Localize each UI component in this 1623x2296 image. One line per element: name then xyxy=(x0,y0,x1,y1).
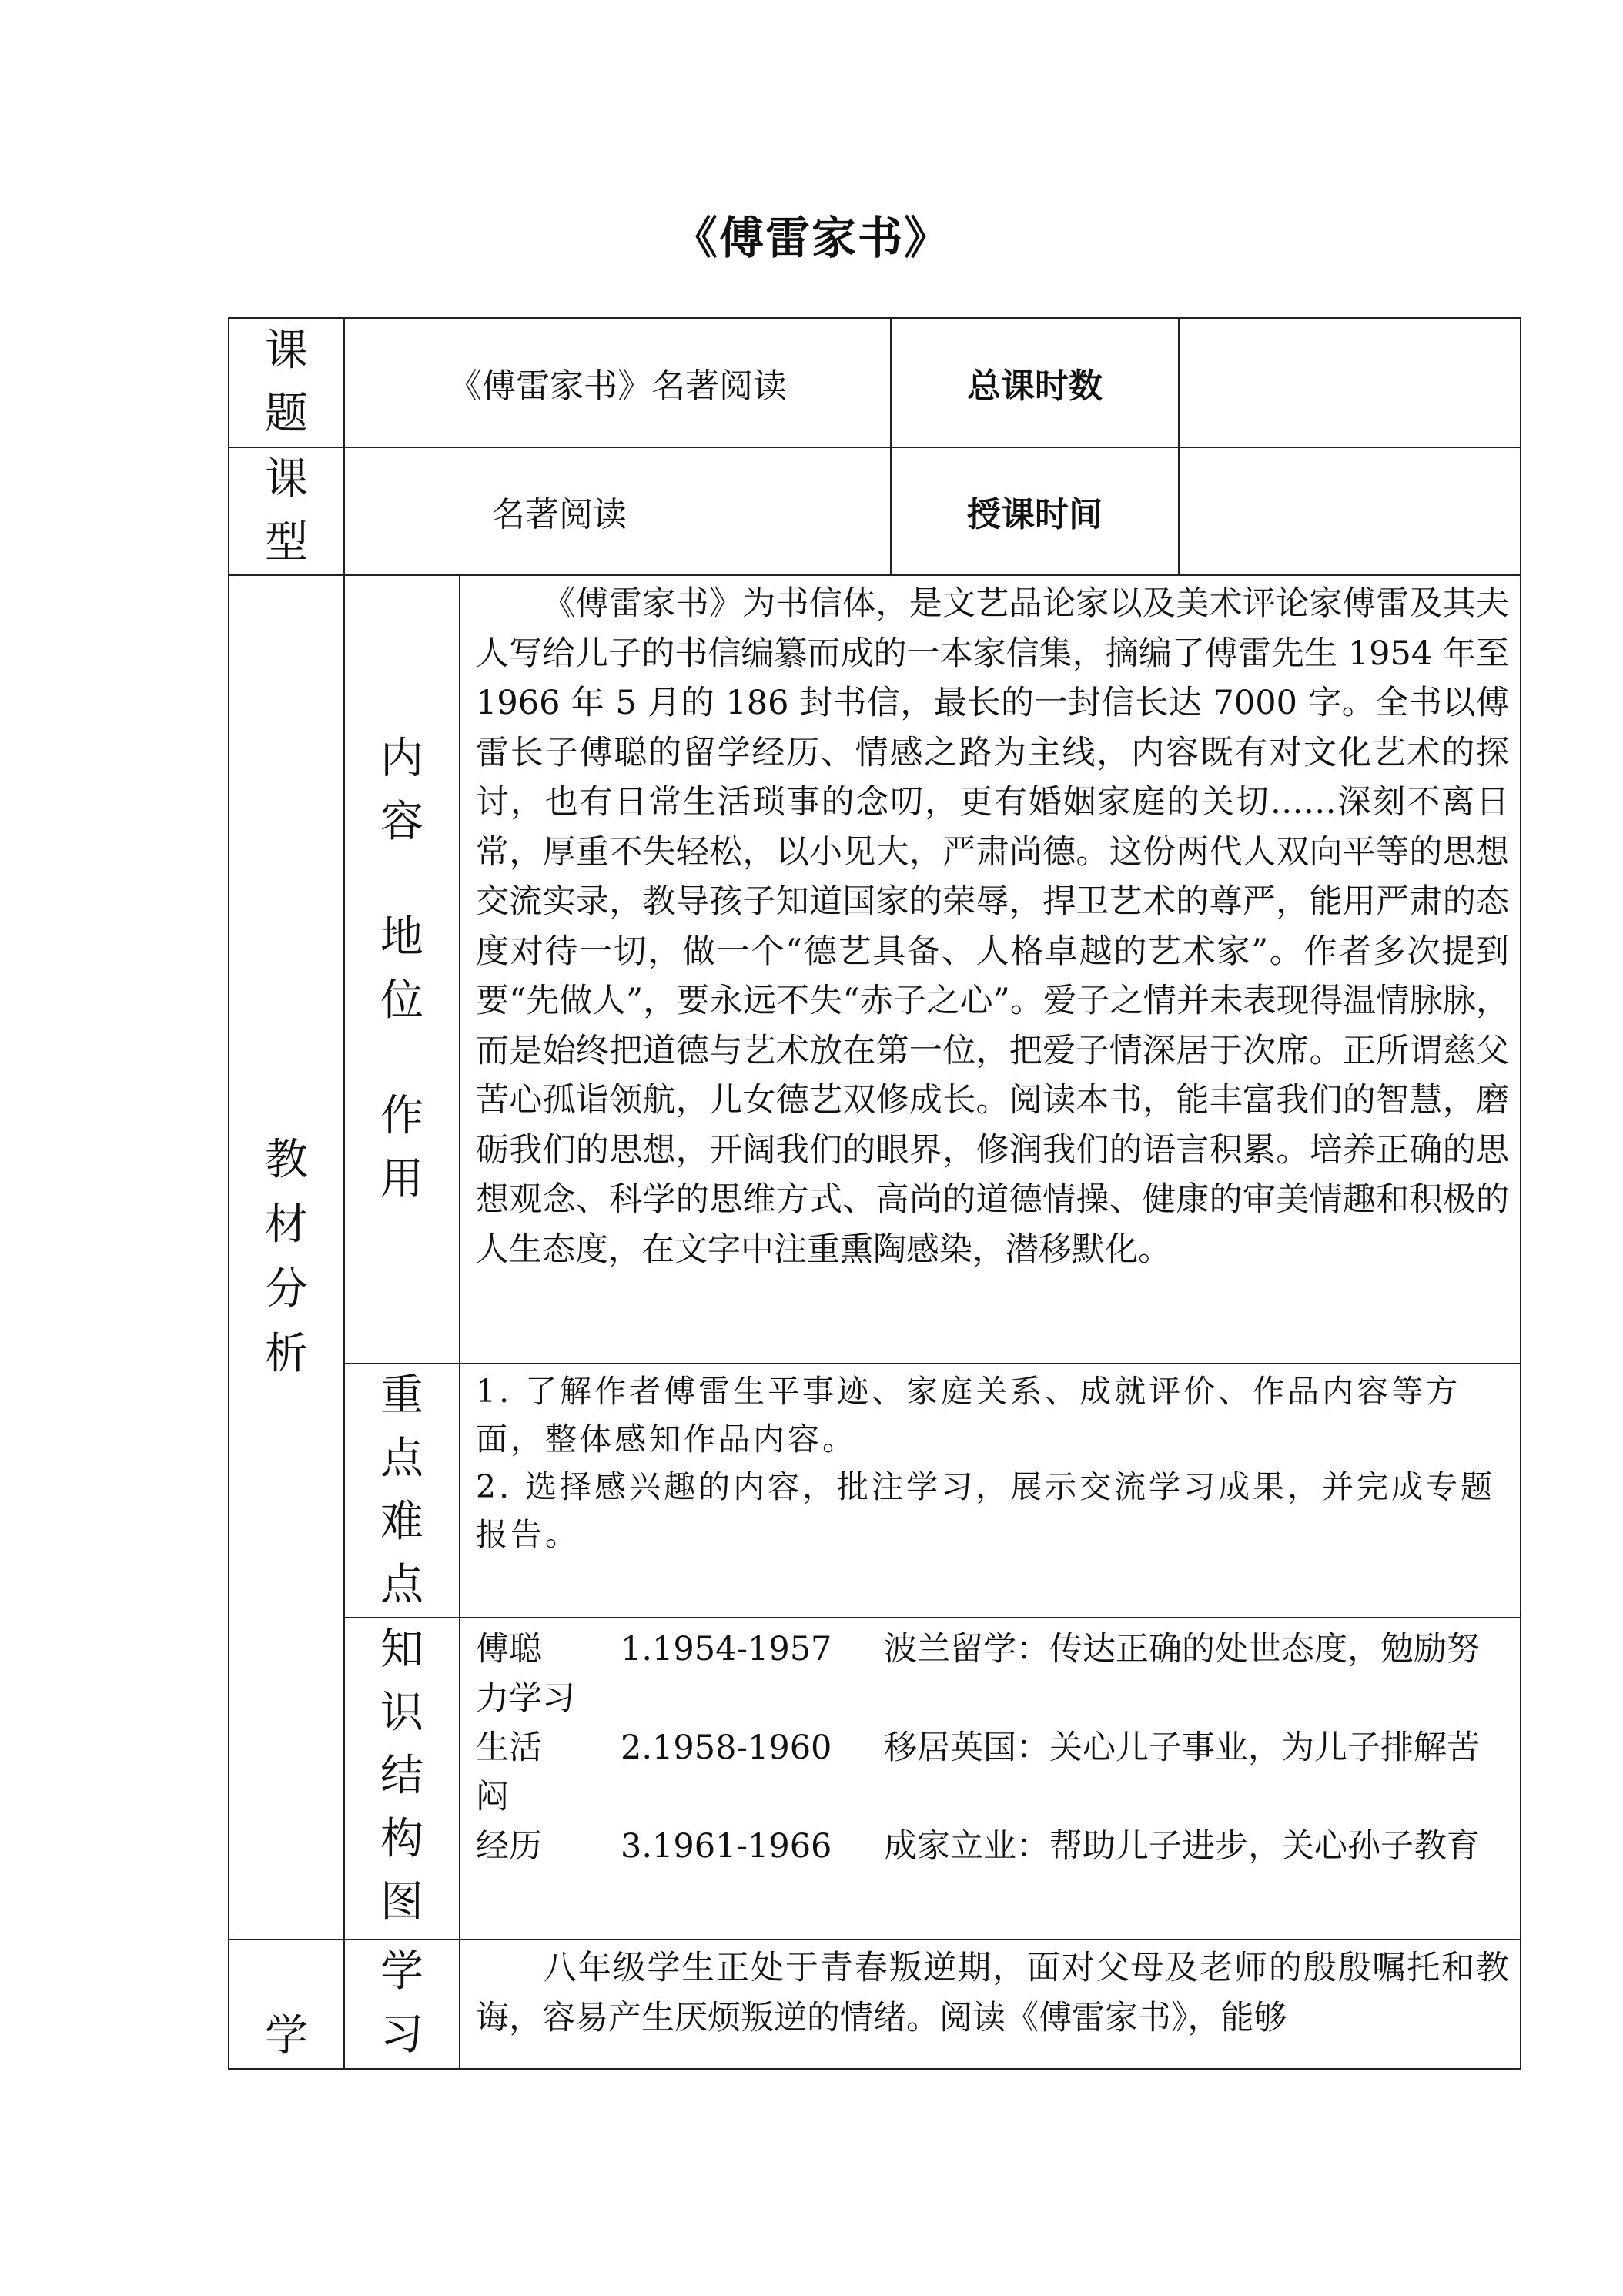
class-time-value xyxy=(1179,447,1521,575)
knowledge-structure-label: 知 识 结 构 图 xyxy=(344,1618,460,1940)
learning-situation-label: 学 习 xyxy=(344,1940,460,2069)
topic-label: 课 题 xyxy=(229,318,344,447)
lesson-plan-table xyxy=(228,317,1521,2070)
structure-row-3: 经历 3.1961-1966 成家立业：帮助儿子进步，关心孙子教育 xyxy=(476,1827,1480,1866)
document-title: 《傅雷家书》 xyxy=(672,212,950,264)
key-difficult-points-label: 重 点 难 点 xyxy=(344,1364,460,1618)
learner-analysis-label: 学 xyxy=(229,1940,344,2069)
content-position-text: 《傅雷家书》为书信体，是文艺品论家以及美术评论家傅雷及其夫人写给儿子的书信编纂而成的一本家信集，摘编了傅雷先生 1954 年至 1966 年 5 月的 186 封书信，最长的一封信长达 7000 字。全书以傅雷长子傅聪的留学经历、情感之路为主线，内容既有对文化艺术的探讨，也有日常生活琐事的念叨，更有婚姻家庭的关切……深刻不离日常，厚重不失轻松，以小见大，严肃尚德。这份两代人双向平等的思想交流实录，教导孩子知道国家的荣辱，捍卫艺术的尊严，能用严肃的态度对待一切，做一个“德艺具备、人格卓越的艺术家”。作者多次提到要“先做人”，要永远不失“赤子之心”。爱子之情并未表现得温情脉脉，而是始终把道德与艺术放在第一位，把爱子情深居于次席。正所谓慈父苦心孤诣领航，儿女德艺双修成长。阅读本书，能丰富我们的智慧，磨砺我们的思想，开阔我们的眼界，修润我们的语言积累。培养正确的思想观念、科学的思维方式、高尚的道德情操、健康的审美情趣和积极的人生态度，在文字中注重熏陶感染，潜移默化。 xyxy=(460,575,1521,1364)
row-key-points xyxy=(229,1364,1521,1618)
class-time-label: 授课时间 xyxy=(891,447,1179,575)
learning-situation-text: 八年级学生正处于青春叛逆期，面对父母及老师的殷殷嘱托和教诲，容易产生厌烦叛逆的情绪。阅读《傅雷家书》，能够 xyxy=(460,1940,1521,2069)
row-learning xyxy=(229,1940,1521,2069)
material-analysis-label: 教 材 分 析 xyxy=(229,575,344,1940)
total-hours-label: 总课时数 xyxy=(891,318,1179,447)
structure-row-2: 生活 2.1958-1960 移居英国：关心儿子事业，为儿子排解苦闷 xyxy=(476,1729,1480,1816)
course-type-label: 课 型 xyxy=(229,447,344,575)
row-content-position xyxy=(229,575,1521,1364)
content-position-role-label: 内 容 地 位 作 用 xyxy=(344,575,460,1364)
key-point-2: 2. 选择感兴趣的内容，批注学习，展示交流学习成果，并完成专题报告。 xyxy=(476,1468,1496,1553)
key-point-1: 1. 了解作者傅雷生平事迹、家庭关系、成就评价、作品内容等方面，整体感知作品内容。 xyxy=(476,1373,1461,1458)
row-knowledge-structure xyxy=(229,1618,1521,1940)
key-points-list xyxy=(460,1364,1521,1618)
total-hours-value xyxy=(1179,318,1521,447)
row-course-type xyxy=(229,447,1521,575)
row-topic xyxy=(229,318,1521,447)
topic-value: 《傅雷家书》名著阅读 xyxy=(344,318,891,447)
knowledge-structure-content xyxy=(460,1618,1521,1940)
structure-row-1: 傅聪 1.1954-1957 波兰留学：传达正确的处世态度，勉励努力学习 xyxy=(476,1630,1480,1718)
course-type-value: 名著阅读 xyxy=(344,447,891,575)
